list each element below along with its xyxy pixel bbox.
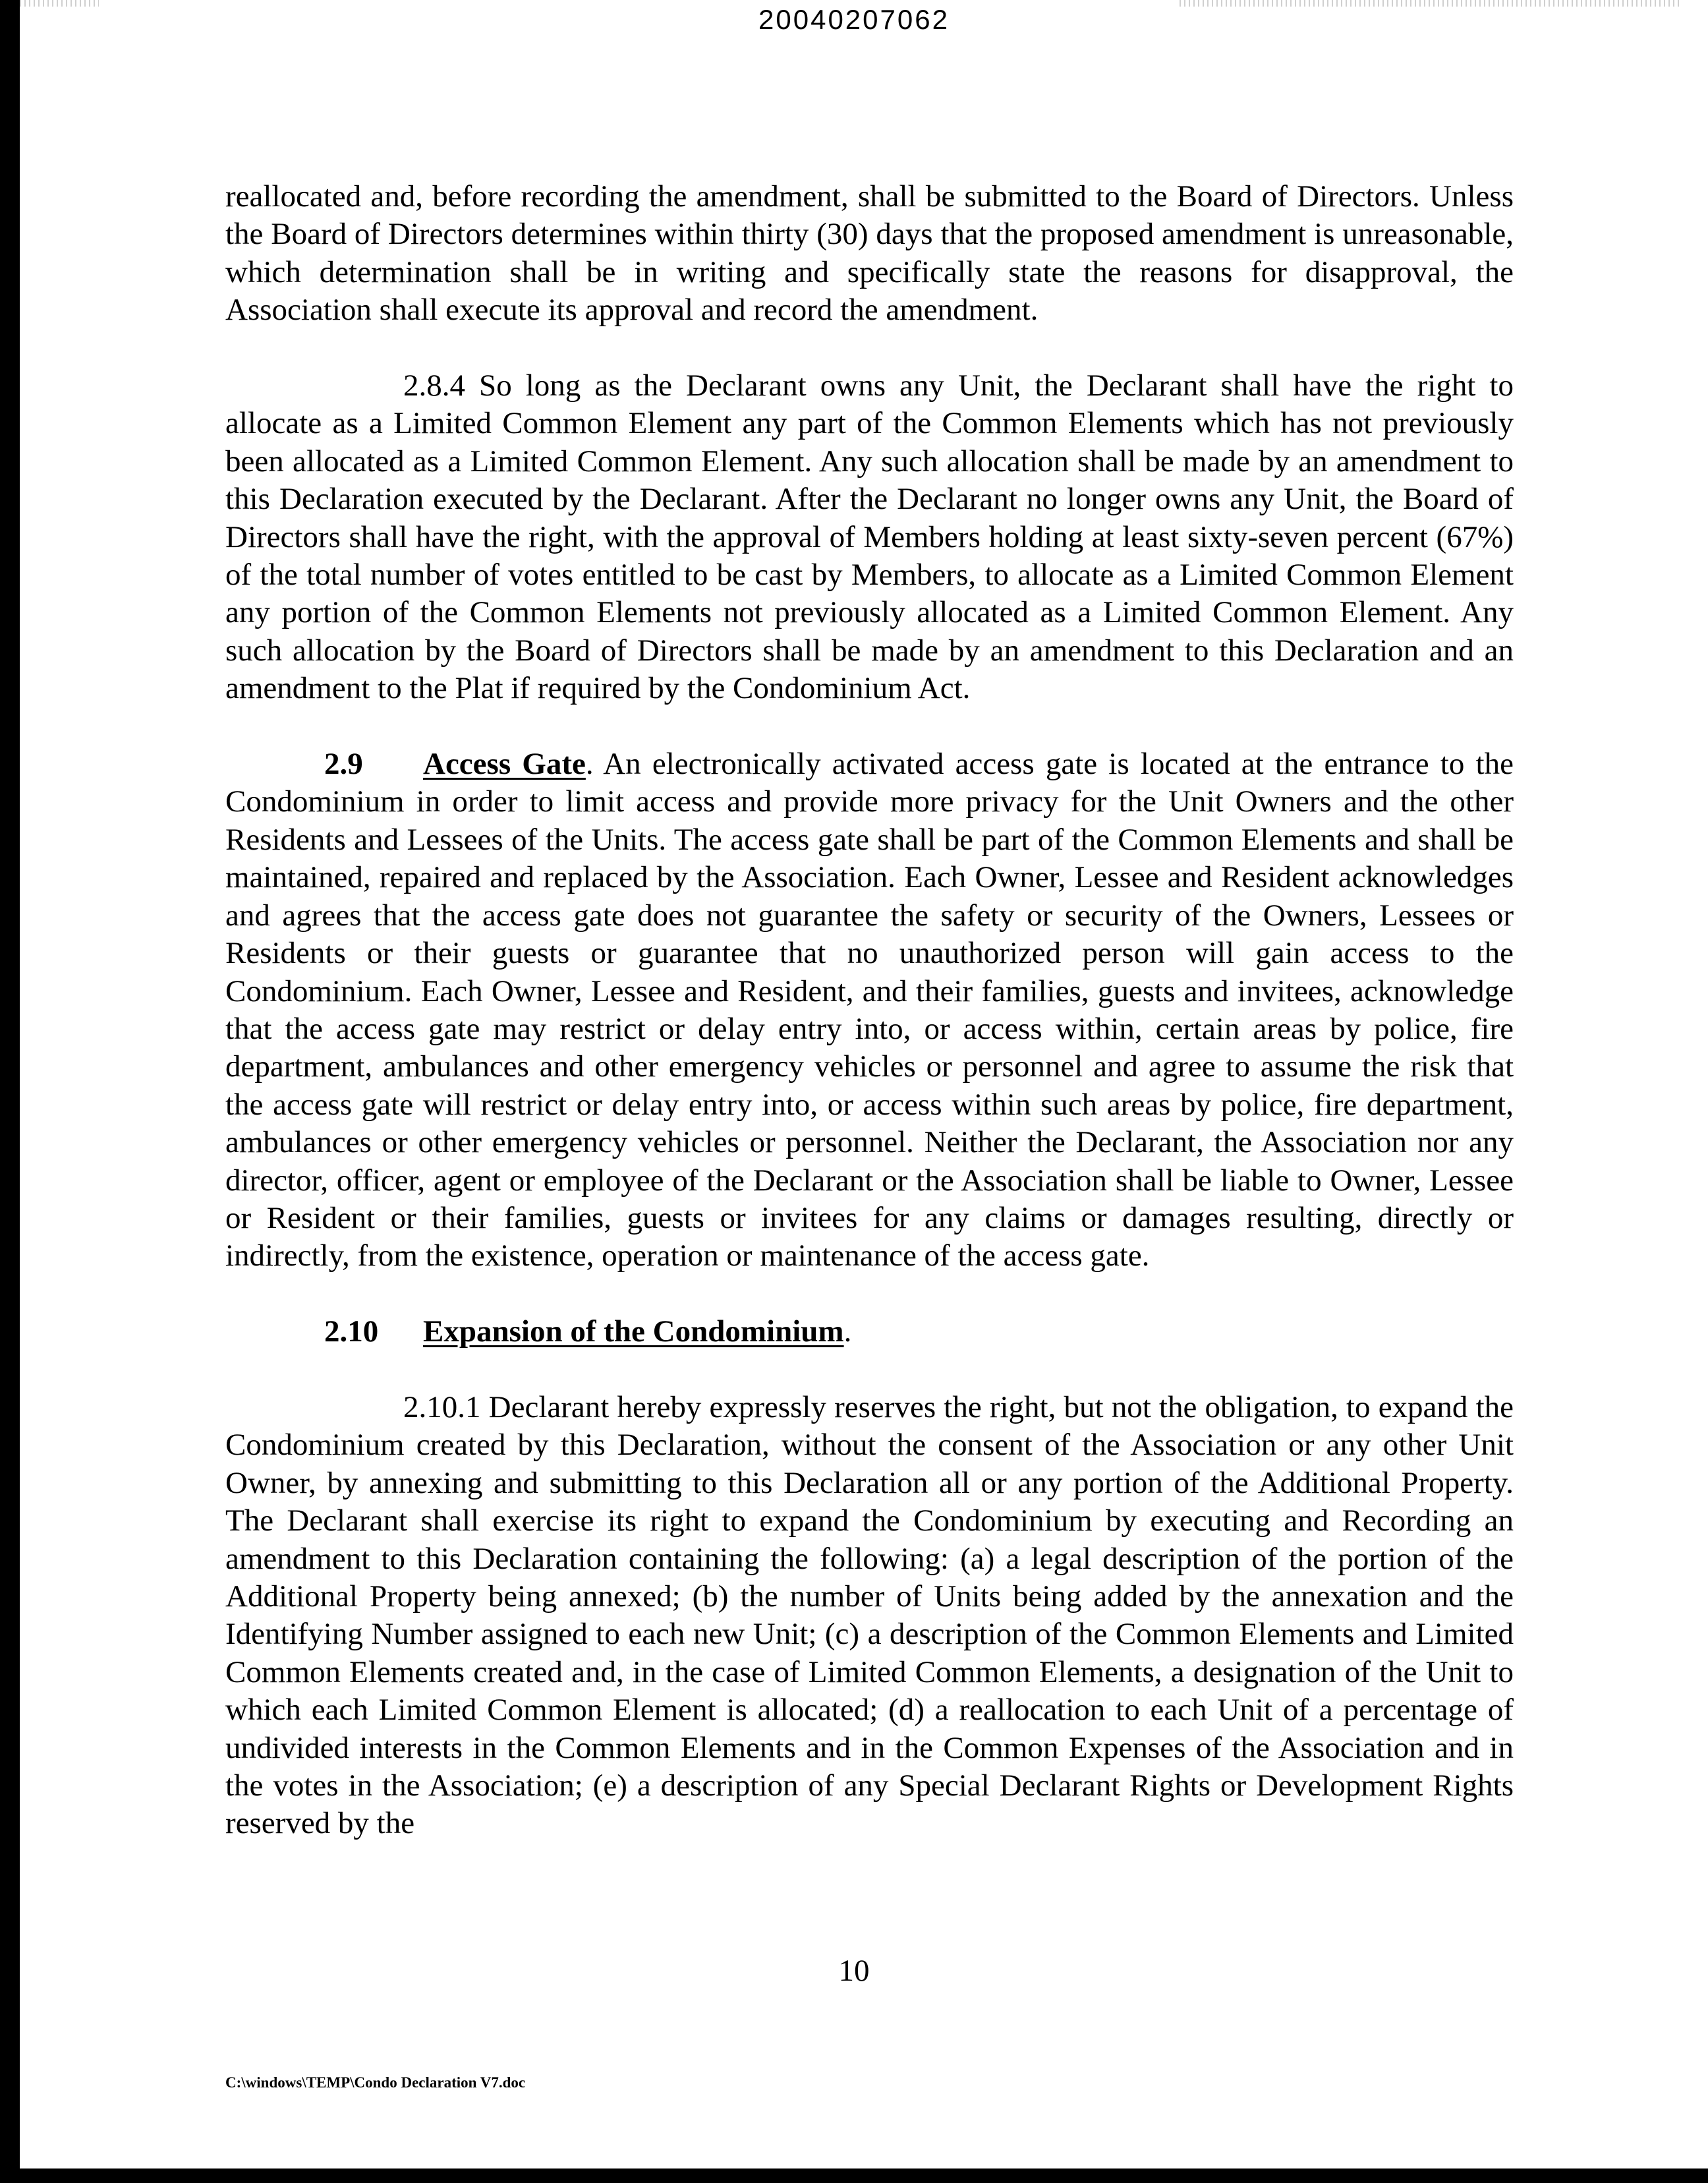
document-number: 20040207062 — [758, 4, 950, 35]
paragraph-continued: reallocated and, before recording the amendment, shall be submitted to the Board of Directors. Unless the Board of Directors determines within thirty (30) days that the proposed amendment is unreasonable, which determination shall be in writing and specifically state the reasons for disapproval, the Association shall execute its approval and record the amendment. — [225, 179, 1514, 328]
paragraph-2-10-1: 2.10.1 Declarant hereby expressly reserves the right, but not the obligation, to expand the Condominium created by this Declaration, without the consent of the Association or any other Unit Owner, by annexing and submitting to this Declaration all or any portion of the Additional Property. The Declarant shall exercise its right to expand the Condominium by executing and Recording an amendment to this Declaration containing the following: (a) a legal description of the portion of the Additional Property being annexed; (b) the number of Units being added by the annexation and the Identifying Number assigned to each new Unit; (c) a description of the Common Elements and Limited Common Elements created and, in the case of Limited Common Elements, a designation of the Unit to which each Limited Common Element is allocated; (d) a reallocation to each Unit of a percentage of undivided interests in the Common Elements and in the Common Expenses of the Association and in the votes in the Association; (e) a description of any Special Declarant Rights or Development Rights reserved by the — [225, 1389, 1514, 1841]
paragraph-2-8-4: 2.8.4 So long as the Declarant owns any Unit, the Declarant shall have the right to allocate as a Limited Common Element any part of the Common Elements which has not previously been allocated as a Limited Common Element. Any such allocation shall be made by an amendment to this Declaration executed by the Declarant. After the Declarant no longer owns any Unit, the Board of Directors shall have the right, with the approval of Members holding at least sixty-seven percent (67%) of the total number of votes entitled to be cast by Members, to allocate as a Limited Common Element any portion of the Common Elements not previously allocated as a Limited Common Element. Any such allocation by the Board of Directors shall be made by an amendment to this Declaration and an amendment to the Plat if required by the Condominium Act. — [225, 368, 1514, 706]
section-title: Access Gate — [423, 747, 586, 782]
section-title: Expansion of the Condominium — [423, 1314, 844, 1349]
section-number: 2.9 — [324, 747, 363, 782]
scan-border-bottom — [0, 2168, 1708, 2183]
section-2-10-heading — [225, 1313, 1514, 1351]
section-number: 2.10 — [324, 1314, 379, 1349]
section-title-period: . — [843, 1314, 852, 1349]
section-body: . An electronically activated access gate is located at the entrance to the Condominium in order to limit access and provide more privacy for the Unit Owners and the other Residents and Lessees of the Units. The access gate shall be part of the Common Elements and shall be maintained, repaired and replaced by the Association. Each Owner, Lessee and Resident acknowledges and agrees that the access gate does not guarantee the safety or security of the Owners, Lessees or Residents or their guests or guarantee that no unauthorized person will gain access to the Condominium. Each Owner, Lessee and Resident, and their families, guests and invitees, acknowledge that the access gate may restrict or delay entry into, or access within, certain areas by police, fire department, ambulances and other emergency vehicles or personnel and agree to assume the risk that the access gate will restrict or delay entry into, or access within such areas by police, fire department, ambulances or other emergency vehicles or personnel. Neither the Declarant, the Association nor any director, officer, agent or employee of the Declarant or the Association shall be liable to Owner, Lessee or Resident or their families, guests or invitees for any claims or damages resulting, directly or indirectly, from the existence, operation or maintenance of the access gate. — [225, 747, 1514, 1273]
document-body — [225, 178, 1514, 1880]
file-path-footer: C:\windows\TEMP\Condo Declaration V7.doc — [225, 2074, 526, 2091]
section-2-9 — [225, 745, 1514, 1275]
page-number: 10 — [838, 1954, 870, 1988]
scan-border-left — [0, 0, 20, 2183]
